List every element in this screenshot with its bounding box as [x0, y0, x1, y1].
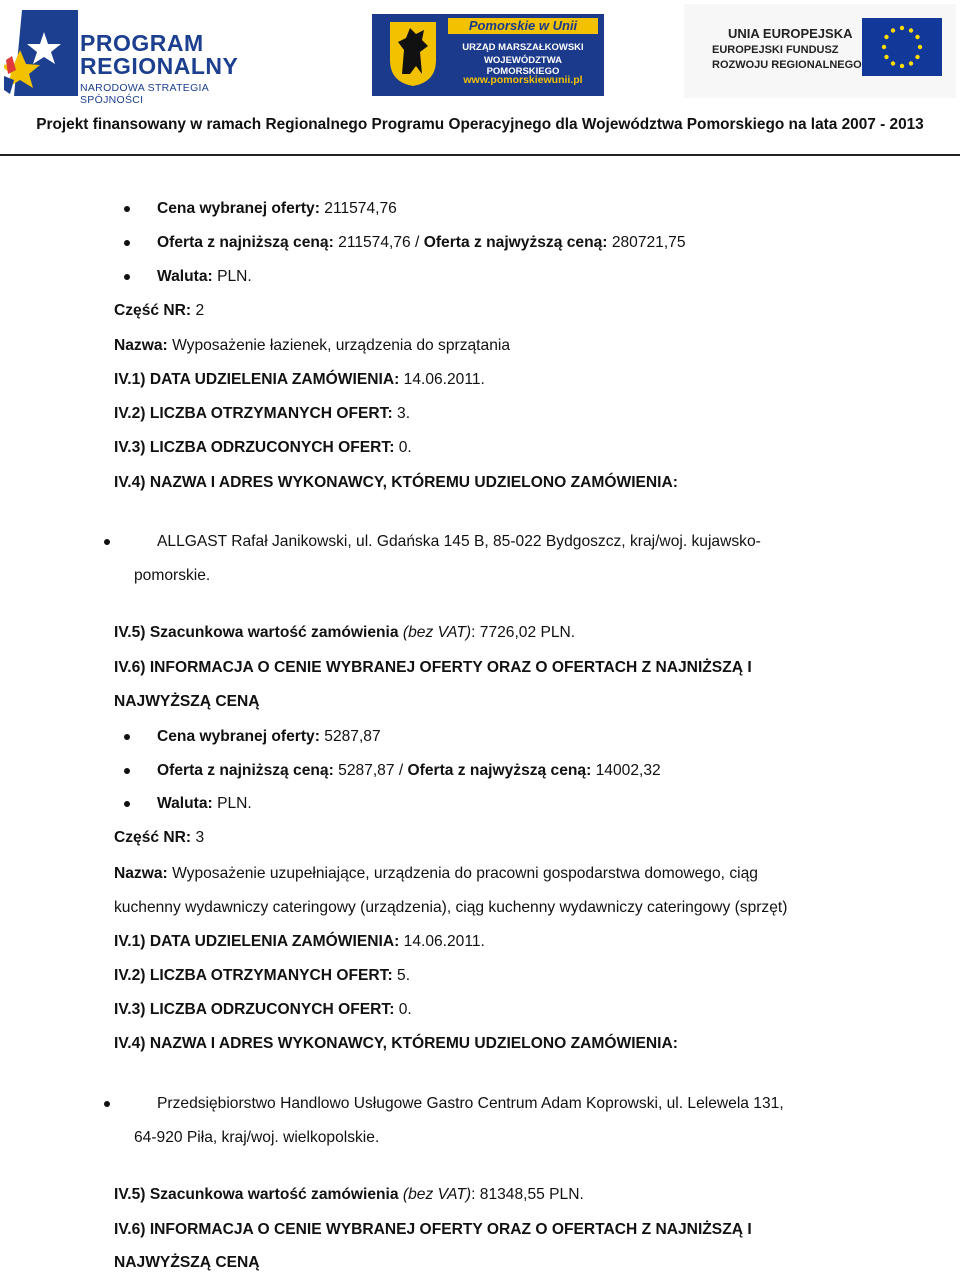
pomorskie-logo-line2: WOJEWÓDZTWA POMORSKIEGO — [483, 55, 563, 77]
part1-price-value: 211574,76 — [324, 200, 397, 217]
part2-currency — [157, 795, 252, 813]
part3-offers-count-label: IV.2) LICZBA OTRZYMANYCH OFERT: — [114, 967, 393, 984]
part2-name-label: Nazwa: — [114, 337, 168, 354]
part3-number-value: 3 — [195, 829, 205, 846]
part1-price — [157, 200, 397, 218]
eu-logo — [684, 4, 956, 98]
part2-estimated-value-label: IV.5) Szacunkowa wartość zamówienia — [114, 624, 399, 641]
part2-name-value: Wyposażenie łazienek, urządzenia do sprzątania — [172, 337, 511, 354]
part3-estimated-value-vat: (bez VAT) — [402, 1186, 472, 1203]
part3-award-date-label: IV.1) DATA UDZIELENIA ZAMÓWIENIA: — [114, 933, 400, 950]
part3-estimated-value — [114, 1186, 584, 1204]
part1-price-label: Cena wybranej oferty: — [157, 200, 320, 217]
program-logo-line2: REGIONALNY — [80, 53, 239, 79]
bullet-icon — [124, 801, 130, 807]
part3-award-date-value: 14.06.2011. — [403, 933, 485, 950]
part2-award-date-label: IV.1) DATA UDZIELENIA ZAMÓWIENIA: — [114, 371, 400, 388]
part3-name-value-line1: Wyposażenie uzupełniające, urządzenia do pracowni gospodarstwa domowego, ciąg — [172, 865, 758, 882]
part2-contractor-line1: ALLGAST Rafał Janikowski, ul. Gdańska 145 B, 85-022 Bydgoszcz, kraj/woj. kujawsko- — [157, 533, 761, 550]
eu-logo-line2: EUROPEJSKI FUNDUSZ — [712, 44, 839, 56]
pomorskie-logo-title: Pomorskie w Unii — [448, 18, 598, 34]
part2-currency-label: Waluta: — [157, 795, 213, 812]
part2-info-heading-line1: IV.6) INFORMACJA O CENIE WYBRANEJ OFERTY ORAZ O OFERTACH Z NAJNIŻSZĄ I — [114, 659, 752, 676]
pomorskie-logo-url: www.pomorskiewunii.pl — [463, 74, 583, 86]
part2-contractor-heading: IV.4) NAZWA I ADRES WYKONAWCY, KTÓREMU UDZIELONO ZAMÓWIENIA: — [114, 474, 678, 491]
part1-lowest-label: Oferta z najniższą ceną: — [157, 234, 334, 251]
griffin-crest-icon — [388, 20, 438, 88]
part2-rejected-count-value: 0. — [398, 439, 412, 456]
part1-highest-label: Oferta z najwyższą ceną: — [423, 234, 608, 251]
bullet-icon — [124, 274, 130, 280]
part3-name-line2: kuchenny wydawniczy cateringowy (urządzenia), ciąg kuchenny wydawniczy cateringowy (sprzęt) — [114, 899, 788, 916]
header-logos — [0, 0, 960, 108]
bullet-icon — [124, 734, 130, 740]
part2-number-label: Część NR: — [114, 302, 192, 319]
part1-lowest-value: 211574,76 — [338, 234, 411, 251]
bullet-icon — [104, 1101, 110, 1107]
part3-award-date — [114, 933, 485, 951]
part2-number — [114, 302, 204, 320]
part1-offers-range — [157, 234, 686, 252]
bullet-icon — [124, 206, 130, 212]
part2-highest-value: 14002,32 — [595, 762, 661, 779]
part3-number — [114, 829, 204, 847]
part3-number-label: Część NR: — [114, 829, 192, 846]
pomorskie-logo-line1: URZĄD MARSZAŁKOWSKI — [462, 42, 584, 53]
part3-contractor-line2: 64-920 Piła, kraj/woj. wielkopolskie. — [134, 1129, 380, 1146]
part2-name — [114, 337, 510, 355]
part2-info-heading-line2: NAJWYŻSZĄ CENĄ — [114, 693, 260, 710]
part2-rejected-count-label: IV.3) LICZBA ODRZUCONYCH OFERT: — [114, 439, 395, 456]
program-logo-line1: PROGRAM — [80, 30, 204, 56]
part1-currency — [157, 268, 252, 286]
bullet-icon — [124, 240, 130, 246]
part3-rejected-count — [114, 1001, 412, 1019]
part2-estimated-value-vat: (bez VAT) — [402, 624, 472, 641]
part2-currency-value: PLN. — [217, 795, 252, 812]
part2-offers-range — [157, 762, 661, 780]
part2-lowest-label: Oferta z najniższą ceną: — [157, 762, 334, 779]
part3-info-heading-line1: IV.6) INFORMACJA O CENIE WYBRANEJ OFERTY ORAZ O OFERTACH Z NAJNIŻSZĄ I — [114, 1221, 752, 1238]
part2-estimated-value-amount: 7726,02 PLN. — [479, 624, 576, 641]
star-icon — [4, 10, 78, 96]
eu-flag-icon — [862, 18, 942, 76]
part2-price-value: 5287,87 — [324, 728, 381, 745]
part3-estimated-value-colon: : — [471, 1186, 476, 1203]
part2-price-label: Cena wybranej oferty: — [157, 728, 320, 745]
part3-estimated-value-amount: 81348,55 PLN. — [479, 1186, 584, 1203]
part2-lowest-value: 5287,87 — [338, 762, 395, 779]
funding-note: Projekt finansowany w ramach Regionalnego Programu Operacyjnego dla Województwa Pomorskiego na lata 2007 - 2013 — [36, 116, 924, 133]
part1-highest-value: 280721,75 — [611, 234, 686, 251]
part1-slash: / — [415, 234, 420, 251]
part2-estimated-value-colon: : — [471, 624, 476, 641]
part2-rejected-count — [114, 439, 412, 457]
part3-name-line1 — [114, 865, 758, 883]
part3-contractor-heading: IV.4) NAZWA I ADRES WYKONAWCY, KTÓREMU UDZIELONO ZAMÓWIENIA: — [114, 1035, 678, 1052]
part2-offers-count-label: IV.2) LICZBA OTRZYMANYCH OFERT: — [114, 405, 393, 422]
part2-highest-label: Oferta z najwyższą ceną: — [407, 762, 592, 779]
part2-price — [157, 728, 381, 746]
part2-number-value: 2 — [195, 302, 205, 319]
part3-info-heading-line2: NAJWYŻSZĄ CENĄ — [114, 1254, 260, 1271]
pomorskie-w-unii-logo — [372, 14, 604, 96]
part2-contractor-line2: pomorskie. — [134, 567, 211, 584]
part3-estimated-value-label: IV.5) Szacunkowa wartość zamówienia — [114, 1186, 399, 1203]
bullet-icon — [104, 539, 110, 545]
part3-name-label: Nazwa: — [114, 865, 168, 882]
part3-rejected-count-value: 0. — [398, 1001, 412, 1018]
part3-offers-count — [114, 967, 410, 985]
part2-award-date-value: 14.06.2011. — [403, 371, 485, 388]
part2-estimated-value — [114, 624, 575, 642]
part1-currency-value: PLN. — [217, 268, 252, 285]
header-divider — [0, 154, 960, 156]
eu-logo-line3: ROZWOJU REGIONALNEGO — [712, 59, 862, 71]
program-regionalny-logo — [4, 10, 274, 106]
part3-rejected-count-label: IV.3) LICZBA ODRZUCONYCH OFERT: — [114, 1001, 395, 1018]
program-logo-line3: NARODOWA STRATEGIA SPÓJNOŚCI — [80, 82, 209, 106]
part2-offers-count — [114, 405, 410, 423]
part1-currency-label: Waluta: — [157, 268, 213, 285]
part2-slash: / — [398, 762, 404, 779]
part2-offers-count-value: 3. — [397, 405, 411, 422]
eu-logo-line1: UNIA EUROPEJSKA — [728, 26, 853, 41]
part2-award-date — [114, 371, 485, 389]
part3-contractor-line1: Przedsiębiorstwo Handlowo Usługowe Gastro Centrum Adam Koprowski, ul. Lelewela 131, — [157, 1095, 784, 1112]
bullet-icon — [124, 768, 130, 774]
part3-offers-count-value: 5. — [397, 967, 411, 984]
